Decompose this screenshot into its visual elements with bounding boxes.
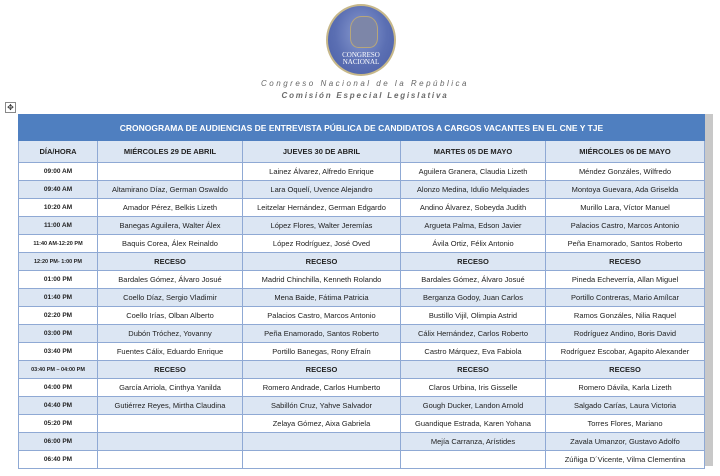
candidate-cell: Lainez Álvarez, Alfredo Enrique [243,163,401,181]
recess-cell: RECESO [243,361,401,379]
table-row [19,325,705,343]
candidate-cell: Zavala Umanzor, Gustavo Adolfo [546,433,705,451]
candidate-cell: Leitzelar Hernández, German Edgardo [243,199,401,217]
time-cell: 03:40 PM [19,343,98,361]
recess-cell: RECESO [243,253,401,271]
candidate-cell: Coello Irías, Olban Alberto [98,307,243,325]
candidate-cell: Pineda Echeverría, Allan Miguel [546,271,705,289]
candidate-cell: Cálix Hernández, Carlos Roberto [401,325,546,343]
candidate-cell: Baquis Corea, Álex Reinaldo [98,235,243,253]
time-cell: 06:40 PM [19,451,98,469]
candidate-cell: Alonzo Medina, Idulio Melquiades [401,181,546,199]
recess-cell: RECESO [401,253,546,271]
time-cell: 09:40 AM [19,181,98,199]
column-header: JUEVES 30 DE ABRIL [243,141,401,163]
recess-cell: RECESO [401,361,546,379]
column-header: MARTES 05 DE MAYO [401,141,546,163]
table-row [19,451,705,469]
candidate-cell: Mejía Carranza, Arístides [401,433,546,451]
candidate-cell: López Rodríguez, José Oved [243,235,401,253]
table-row [19,163,705,181]
table-title: CRONOGRAMA DE AUDIENCIAS DE ENTREVISTA PÚBLICA DE CANDIDATOS A CARGOS VACANTES EN EL CNE Y TJE [19,115,705,141]
table-row [19,415,705,433]
candidate-cell: Aguilera Granera, Claudia Lizeth [401,163,546,181]
candidate-cell: Ramos Gonzáles, Nilia Raquel [546,307,705,325]
time-cell: 10:20 AM [19,199,98,217]
candidate-cell: Argueta Palma, Edson Javier [401,217,546,235]
candidate-cell: Claros Urbina, Iris Gisselle [401,379,546,397]
candidate-cell: Amador Pérez, Belkis Lizeth [98,199,243,217]
time-cell: 01:40 PM [19,289,98,307]
table-row [19,235,705,253]
candidate-cell: Zúñiga D´Vicente, Vilma Clementina [546,451,705,469]
table-row [19,307,705,325]
time-cell: 11:40 AM-12:20 PM [19,235,98,253]
candidate-cell [98,415,243,433]
candidate-cell: Bardales Gómez, Álvaro Josué [98,271,243,289]
candidate-cell: Berganza Godoy, Juan Carlos [401,289,546,307]
congreso-nacional-seal [326,4,396,76]
schedule-table [18,114,705,469]
candidate-cell: Gutiérrez Reyes, Mirtha Claudina [98,397,243,415]
table-row [19,253,705,271]
candidate-cell: Guandique Estrada, Karen Yohana [401,415,546,433]
candidate-cell [98,451,243,469]
candidate-cell: Coello Díaz, Sergio Vladimir [98,289,243,307]
candidate-cell: Portillo Banegas, Rony Efraín [243,343,401,361]
candidate-cell: Portillo Contreras, Mario Amílcar [546,289,705,307]
candidate-cell: Montoya Guevara, Ada Griselda [546,181,705,199]
candidate-cell: Palacios Castro, Marcos Antonio [243,307,401,325]
time-cell: 03:40 PM – 04:00 PM [19,361,98,379]
table-row [19,433,705,451]
candidate-cell: Dubón Tróchez, Yovanny [98,325,243,343]
candidate-cell: Castro Márquez, Eva Fabiola [401,343,546,361]
candidate-cell: Gough Ducker, Landon Arnold [401,397,546,415]
candidate-cell: Rodríguez Escobar, Agapito Alexander [546,343,705,361]
candidate-cell: Torres Flores, Mariano [546,415,705,433]
candidate-cell: Peña Enamorado, Santos Roberto [243,325,401,343]
candidate-cell [243,451,401,469]
recess-cell: RECESO [98,253,243,271]
recess-cell: RECESO [546,361,705,379]
candidate-cell: Palacios Castro, Marcos Antonio [546,217,705,235]
column-header: MIÉRCOLES 06 DE MAYO [546,141,705,163]
candidate-cell: Méndez Gonzáles, Wilfredo [546,163,705,181]
table-row [19,361,705,379]
candidate-cell: López Flores, Walter Jeremías [243,217,401,235]
table-row [19,397,705,415]
table-row [19,379,705,397]
candidate-cell: Altamirano Díaz, German Oswaldo [98,181,243,199]
time-cell: 11:00 AM [19,217,98,235]
candidate-cell: Zelaya Gómez, Aixa Gabriela [243,415,401,433]
time-cell: 01:00 PM [19,271,98,289]
candidate-cell [243,433,401,451]
candidate-cell: García Arriola, Cinthya Yanilda [98,379,243,397]
column-header: MIÉRCOLES 29 DE ABRIL [98,141,243,163]
time-cell: 06:00 PM [19,433,98,451]
candidate-cell: Madrid Chinchilla, Kenneth Rolando [243,271,401,289]
seal-text-2: NACIONAL [342,58,380,66]
candidate-cell: Ávila Ortiz, Félix Antonio [401,235,546,253]
candidate-cell: Bustillo Vijil, Olimpia Astrid [401,307,546,325]
candidate-cell: Banegas Aguilera, Walter Álex [98,217,243,235]
time-cell: 03:00 PM [19,325,98,343]
coat-of-arms-icon [350,16,378,48]
recess-cell: RECESO [98,361,243,379]
candidate-cell: Andino Álvarez, Sobeyda Judith [401,199,546,217]
table-row [19,289,705,307]
candidate-cell: Lara Oquelí, Uvence Alejandro [243,181,401,199]
candidate-cell [401,451,546,469]
candidate-cell [98,163,243,181]
candidate-cell: Murillo Lara, Víctor Manuel [546,199,705,217]
candidate-cell: Sabillón Cruz, Yahve Salvador [243,397,401,415]
header-commission: Comisión Especial Legislativa [281,91,449,100]
candidate-cell: Mena Baide, Fátima Patricia [243,289,401,307]
time-cell: 02:20 PM [19,307,98,325]
table-row [19,181,705,199]
column-header: DÍA/HORA [19,141,98,163]
candidate-cell: Rodríguez Andino, Boris David [546,325,705,343]
table-row [19,271,705,289]
table-row [19,199,705,217]
table-move-handle-icon[interactable]: ✥ [5,102,16,113]
candidate-cell [98,433,243,451]
candidate-cell: Fuentes Cálix, Eduardo Enrique [98,343,243,361]
time-cell: 04:40 PM [19,397,98,415]
candidate-cell: Salgado Carías, Laura Victoria [546,397,705,415]
time-cell: 09:00 AM [19,163,98,181]
candidate-cell: Romero Andrade, Carlos Humberto [243,379,401,397]
seal-text-1: CONGRESO [342,51,380,59]
candidate-cell: Bardales Gómez, Álvaro Josué [401,271,546,289]
time-cell: 05:20 PM [19,415,98,433]
recess-cell: RECESO [546,253,705,271]
candidate-cell: Romero Dávila, Karla Lizeth [546,379,705,397]
time-cell: 12:20 PM- 1:00 PM [19,253,98,271]
candidate-cell: Peña Enamorado, Santos Roberto [546,235,705,253]
table-row [19,217,705,235]
table-row [19,343,705,361]
time-cell: 04:00 PM [19,379,98,397]
margin-bar [704,114,713,466]
header-institution: Congreso Nacional de la República [261,79,469,88]
